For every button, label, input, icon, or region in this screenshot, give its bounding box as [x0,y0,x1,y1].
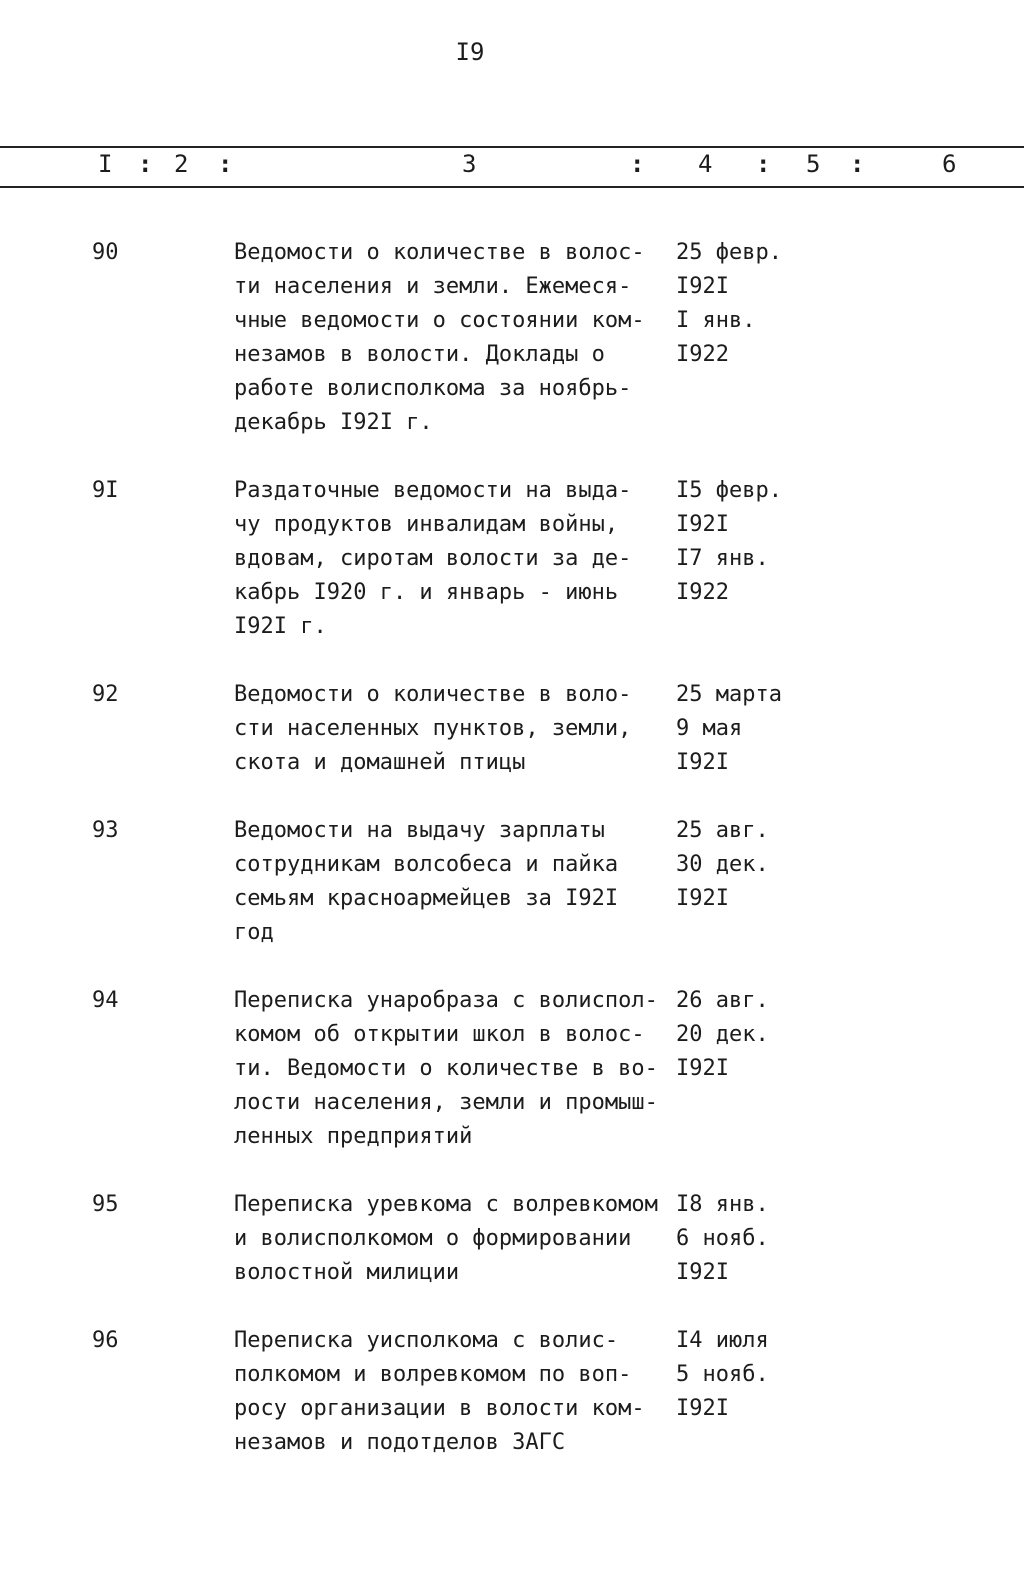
column-separator: : [138,150,153,178]
entry-number: 93 [92,818,119,843]
entry-dates: I8 янв. 6 нояб. I92I [676,1192,769,1285]
entry-number: 95 [92,1192,119,1217]
entry-number: 90 [92,240,119,265]
entry-number: 96 [92,1328,119,1353]
entry-dates: I4 июля 5 нояб. I92I [676,1328,769,1421]
entry-number: 9I [92,478,119,503]
column-header-2: 2 [174,150,189,178]
inventory-entry [0,474,1024,644]
inventory-entry [0,814,1024,950]
entry-title: Раздаточные ведомости на выда- чу продуктов инвалидам войны, вдовам, сиротам волости за де- кабрь I920 г. и январь - июнь I92I г. [234,478,632,639]
column-separator: : [850,150,865,178]
column-separator: : [630,150,645,178]
column-separator: : [756,150,771,178]
entry-dates: 25 авг. 30 дек. I92I [676,818,769,911]
entry-title: Ведомости на выдачу зарплаты сотрудникам волсобеса и пайка семьям красноармейцев за I92I год [234,818,619,945]
column-header-row [0,150,1024,182]
column-header-1: I [98,150,113,178]
header-top-rule [0,146,1024,148]
inventory-entry [0,1324,1024,1460]
entry-dates: I5 февр. I92I I7 янв. I922 [676,478,782,605]
entry-number: 94 [92,988,119,1013]
entry-dates: 25 февр. I92I I янв. I922 [676,240,782,367]
column-header-5: 5 [806,150,821,178]
entry-dates: 26 авг. 20 дек. I92I [676,988,769,1081]
inventory-entry [0,1188,1024,1290]
column-header-6: 6 [942,150,957,178]
entry-title: Переписка унаробраза с волиспол- комом об открытии школ в волос- ти. Ведомости о количестве в во- лости населения, земли и промыш- ленных предприятий [234,988,658,1149]
entry-title: Ведомости о количестве в волос- ти населения и земли. Ежемеся- чные ведомости о состоянии ком- незамов в волости. Доклады о работе волисполкома за ноябрь- декабрь I92I г. [234,240,645,435]
inventory-entry [0,678,1024,780]
entry-dates: 25 марта 9 мая I92I [676,682,782,775]
entry-title: Переписка уревкома с волревкомом и волисполкомом о формировании волостной милиции [234,1192,658,1285]
entry-title: Переписка уисполкома с волис- полкомом и волревкомом по воп- росу организации в волости ком- незамов и подотделов ЗАГС [234,1328,645,1455]
header-bottom-rule [0,186,1024,188]
column-header-3: 3 [462,150,477,178]
inventory-entry [0,236,1024,440]
entry-title: Ведомости о количестве в воло- сти населенных пунктов, земли, скота и домашней птицы [234,682,632,775]
inventory-entry [0,984,1024,1154]
inventory-entries [0,236,1024,1460]
entry-number: 92 [92,682,119,707]
column-header-4: 4 [698,150,713,178]
column-separator: : [218,150,233,178]
page-number: I9 [455,38,485,66]
